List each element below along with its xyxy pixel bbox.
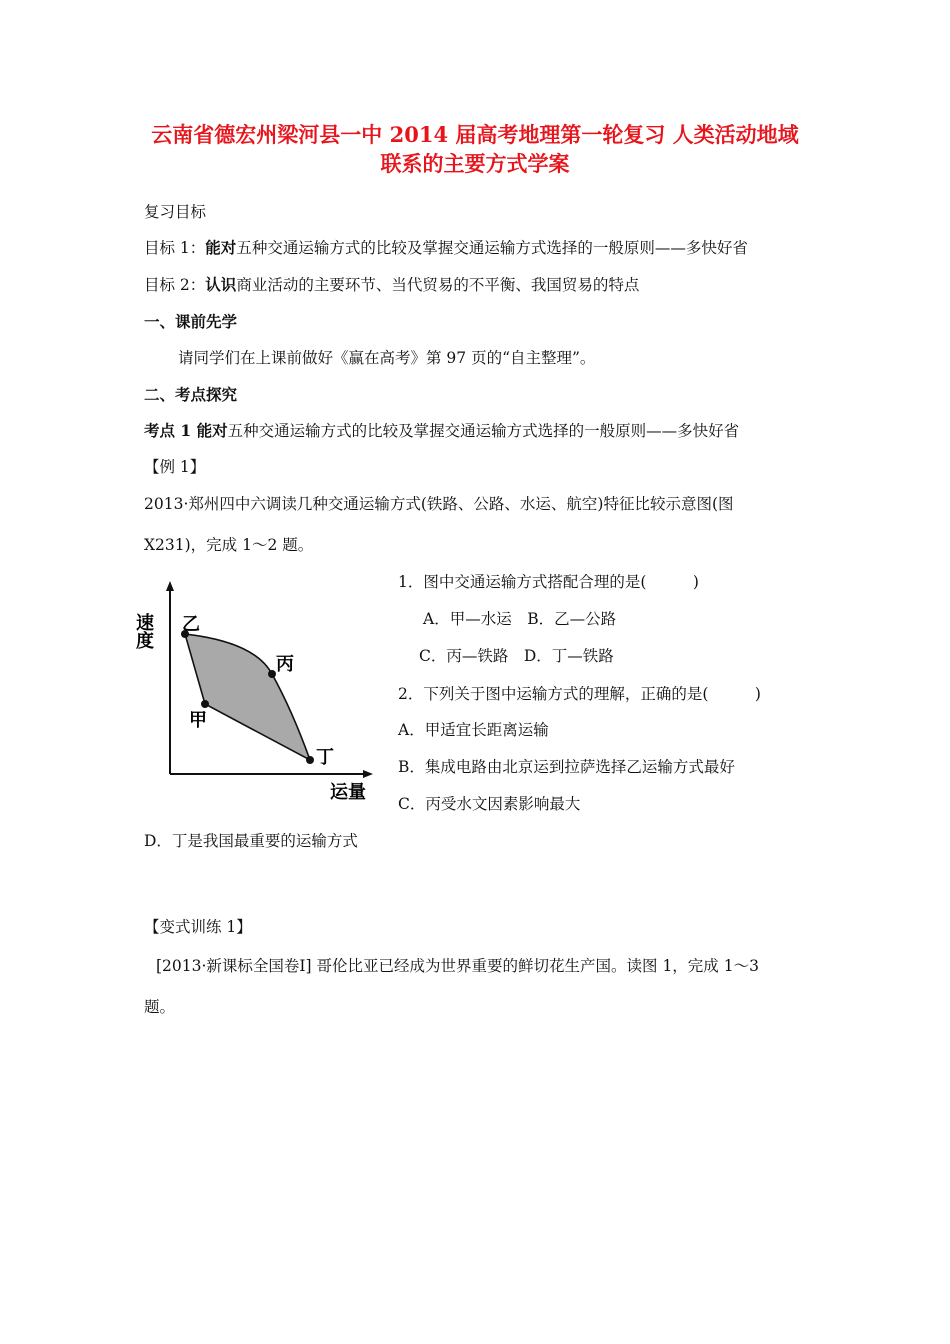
x-axis-label: 运量 — [330, 782, 366, 802]
goal-2-prefix: 目标 2： — [144, 276, 206, 294]
question-1: 1．图中交通运输方式搭配合理的是( ) — [398, 573, 699, 591]
goal-1 — [144, 238, 748, 258]
question-1-options-cd: C．丙—铁路 D．丁—铁路 — [419, 647, 614, 665]
kaodian-1-bold: 考点 1 能对 — [144, 421, 228, 440]
goal-1-bold: 能对 — [205, 238, 237, 257]
section-1-text: 请同学们在上课前做好《赢在高考》第 97 页的“自主整理”。 — [178, 349, 596, 367]
question-2-option-c: C．丙受水文因素影响最大 — [398, 795, 581, 813]
goal-2-bold: 认识 — [205, 275, 237, 294]
y-axis-label: 速度 — [134, 613, 154, 649]
kaodian-1-text: 五种交通运输方式的比较及掌握交通运输方式选择的一般原则——多快好省 — [227, 422, 740, 440]
figure-svg — [134, 580, 380, 805]
question-2-option-d: D．丁是我国最重要的运输方式 — [144, 832, 358, 850]
title-line-2: 联系的主要方式学案 — [380, 151, 570, 176]
point-ding — [306, 756, 314, 764]
example-label: 【例 1】 — [144, 458, 206, 476]
goal-1-text: 五种交通运输方式的比较及掌握交通运输方式选择的一般原则——多快好省 — [236, 239, 748, 257]
section-2-heading: 二、考点探究 — [144, 385, 238, 404]
point-jia — [201, 700, 209, 708]
variant-text-line-1: [2013·新课标全国卷Ⅰ] 哥伦比亚已经成为世界重要的鲜切花生产国。读图 1，完成 1～3 — [156, 957, 759, 975]
label-yi: 乙 — [182, 614, 200, 634]
example-intro-line-2: X231)，完成 1～2 题。 — [144, 536, 314, 554]
goal-1-prefix: 目标 1： — [144, 239, 206, 257]
variant-label: 【变式训练 1】 — [144, 918, 252, 936]
question-2: 2．下列关于图中运输方式的理解，正确的是( ) — [398, 685, 761, 703]
kaodian-1 — [144, 421, 739, 441]
transport-region — [185, 634, 310, 760]
goal-2 — [144, 275, 639, 295]
variant-text-line-2: 题。 — [144, 998, 176, 1016]
label-ding: 丁 — [316, 747, 334, 767]
label-jia: 甲 — [189, 710, 207, 730]
document-title — [120, 120, 830, 178]
question-2-option-a: A．甲适宜长距离运输 — [398, 721, 549, 739]
section-1-heading: 一、课前先学 — [144, 312, 238, 331]
question-1-options-ab: A．甲—水运 B．乙—公路 — [423, 610, 617, 628]
review-heading: 复习目标 — [144, 203, 207, 221]
question-2-option-b: B．集成电路由北京运到拉萨选择乙运输方式最好 — [398, 758, 735, 776]
title-line-1: 云南省德宏州梁河县一中 2014 届高考地理第一轮复习 人类活动地域 — [151, 122, 799, 147]
goal-2-text: 商业活动的主要环节、当代贸易的不平衡、我国贸易的特点 — [236, 276, 640, 294]
transport-comparison-figure — [134, 580, 380, 805]
example-intro-line-1: 2013·郑州四中六调读几种交通运输方式(铁路、公路、水运、航空)特征比较示意图(图 — [144, 495, 734, 513]
point-bing — [268, 670, 276, 678]
label-bing: 丙 — [276, 654, 294, 674]
